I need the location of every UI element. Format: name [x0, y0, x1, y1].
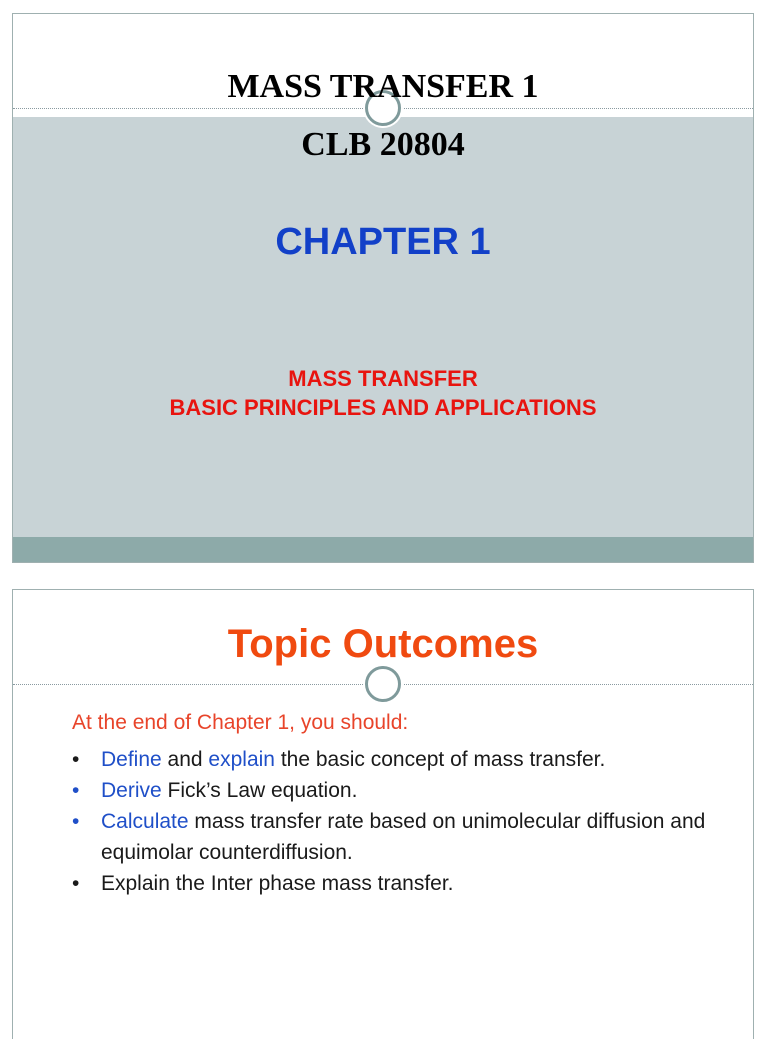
bullet-dot: •: [72, 779, 80, 802]
list-item: [72, 868, 712, 899]
bullet-dot: •: [72, 748, 80, 771]
course-title: MASS TRANSFER 1: [227, 68, 539, 105]
keyword-define: Define: [101, 748, 162, 771]
bullet-dot: •: [72, 872, 80, 895]
item-text: mass transfer rate based on unimolecular diffusion and equimolar counterdiffusion.: [101, 810, 706, 864]
item-text: the basic concept of mass transfer.: [274, 748, 606, 771]
keyword-calculate: Calculate: [101, 810, 189, 833]
joiner-text: and: [161, 748, 209, 771]
subtitle-line-2: BASIC PRINCIPLES AND APPLICATIONS: [169, 395, 597, 420]
chapter-title: CHAPTER 1: [275, 221, 491, 263]
ring-ornament: [365, 666, 401, 702]
intro-text: At the end of Chapter 1, you should:: [72, 711, 409, 734]
subtitle-line-1: MASS TRANSFER: [288, 366, 478, 391]
title-slide: [12, 13, 754, 563]
list-item: [72, 806, 712, 868]
topic-title: Topic Outcomes: [227, 622, 539, 666]
course-code: CLB 20804: [301, 126, 465, 163]
keyword-explain: explain: [208, 748, 275, 771]
slide-body-area: [13, 117, 753, 537]
slide-footer-band: [13, 537, 753, 563]
list-item: [72, 775, 712, 806]
item-text: Fick’s Law equation.: [161, 779, 358, 802]
outcomes-list: [72, 744, 712, 899]
keyword-derive: Derive: [101, 779, 162, 802]
list-item: [72, 744, 712, 775]
item-text: Explain the Inter phase mass transfer.: [101, 872, 454, 895]
bullet-dot: •: [72, 810, 80, 833]
outcomes-slide: [12, 589, 754, 1039]
